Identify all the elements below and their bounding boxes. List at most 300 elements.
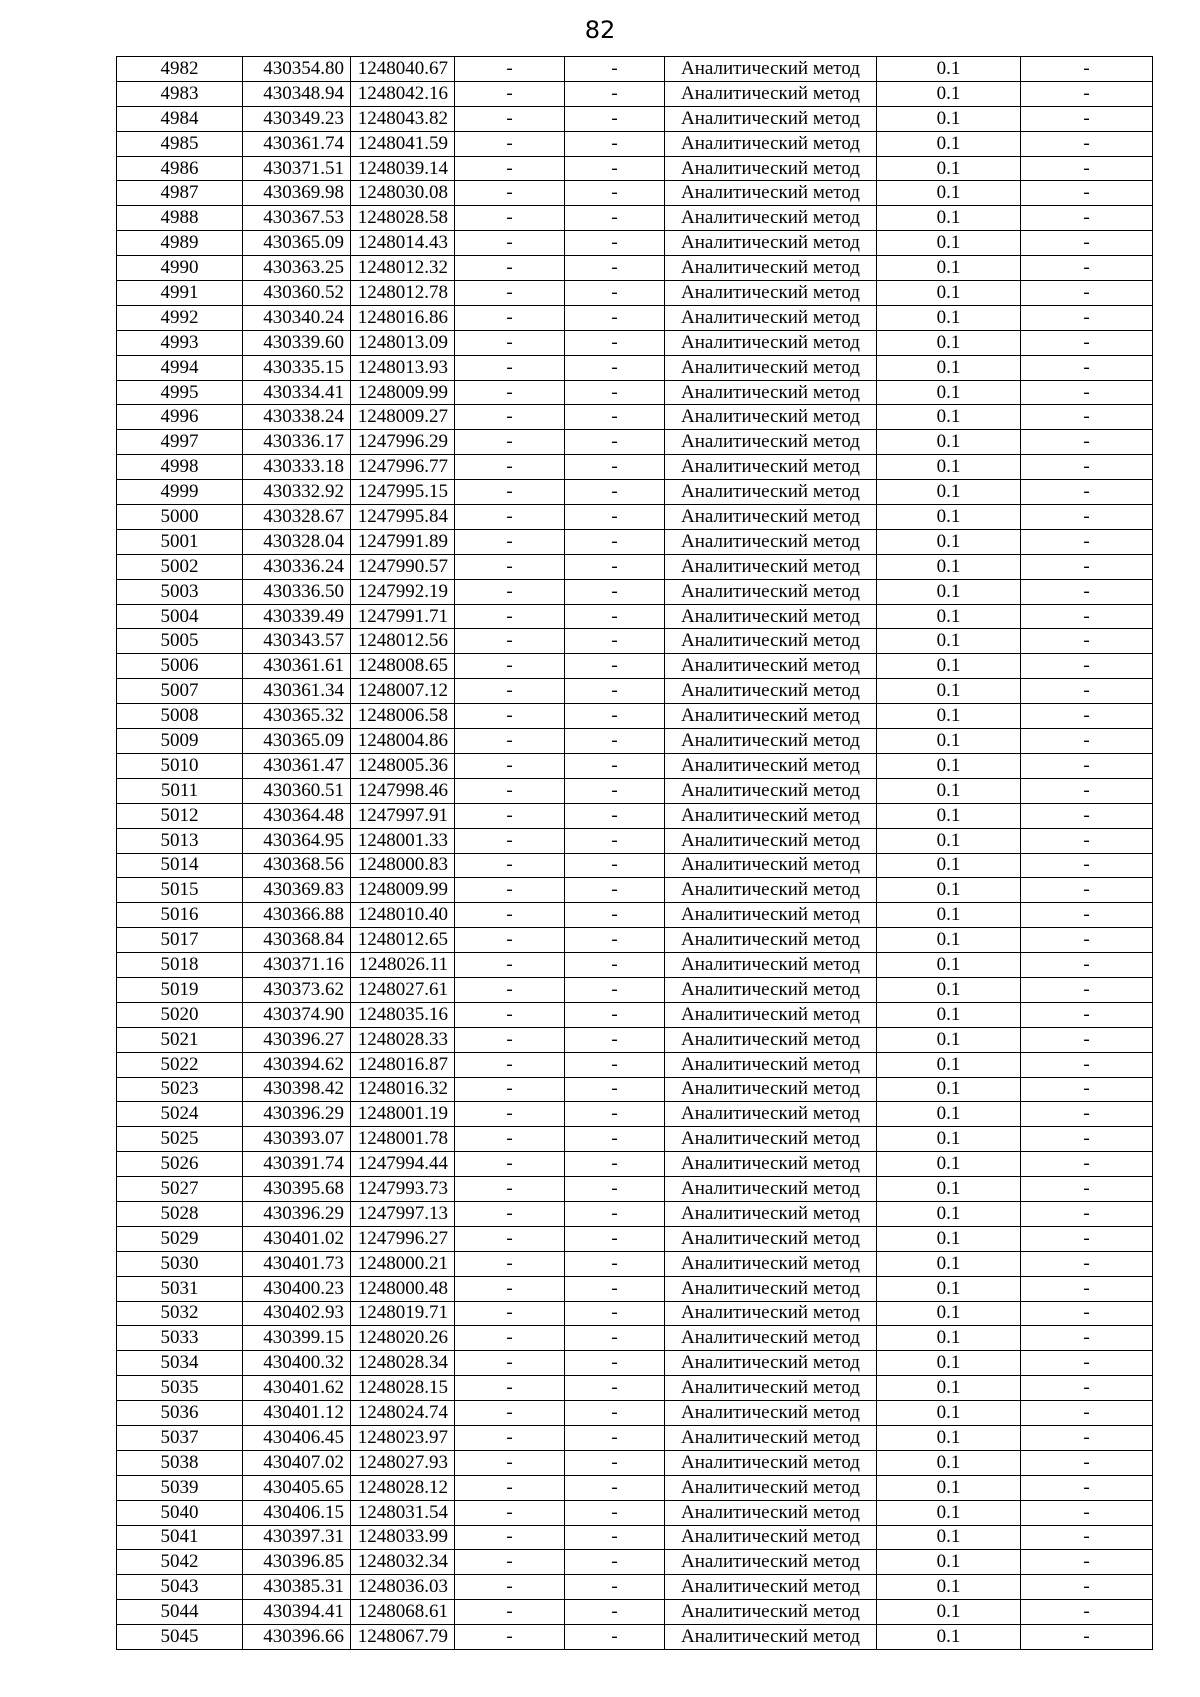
point-number-cell: 5031 <box>117 1276 243 1301</box>
table-row <box>117 480 1153 505</box>
method-cell: Аналитический метод <box>665 131 877 156</box>
point-number-cell: 4987 <box>117 181 243 206</box>
method-cell: Аналитический метод <box>665 977 877 1002</box>
y-coordinate-cell: 1248019.71 <box>351 1301 455 1326</box>
method-cell: Аналитический метод <box>665 1450 877 1475</box>
extra-col-3-cell: - <box>1021 554 1153 579</box>
extra-col-2-cell: - <box>565 505 665 530</box>
accuracy-cell: 0.1 <box>877 1550 1021 1575</box>
extra-col-2-cell: - <box>565 878 665 903</box>
table-row <box>117 330 1153 355</box>
extra-col-3-cell: - <box>1021 1575 1153 1600</box>
extra-col-2-cell: - <box>565 355 665 380</box>
accuracy-cell: 0.1 <box>877 953 1021 978</box>
extra-col-2-cell: - <box>565 803 665 828</box>
x-coordinate-cell: 430369.98 <box>243 181 351 206</box>
accuracy-cell: 0.1 <box>877 878 1021 903</box>
y-coordinate-cell: 1248024.74 <box>351 1401 455 1426</box>
x-coordinate-cell: 430340.24 <box>243 305 351 330</box>
extra-col-1-cell: - <box>455 256 565 281</box>
table-row <box>117 803 1153 828</box>
extra-col-3-cell: - <box>1021 480 1153 505</box>
table-row <box>117 977 1153 1002</box>
extra-col-1-cell: - <box>455 778 565 803</box>
method-cell: Аналитический метод <box>665 106 877 131</box>
table-row <box>117 1027 1153 1052</box>
accuracy-cell: 0.1 <box>877 1201 1021 1226</box>
point-number-cell: 5043 <box>117 1575 243 1600</box>
method-cell: Аналитический метод <box>665 405 877 430</box>
extra-col-3-cell: - <box>1021 853 1153 878</box>
extra-col-3-cell: - <box>1021 1550 1153 1575</box>
method-cell: Аналитический метод <box>665 654 877 679</box>
extra-col-2-cell: - <box>565 231 665 256</box>
method-cell: Аналитический метод <box>665 853 877 878</box>
extra-col-3-cell: - <box>1021 778 1153 803</box>
x-coordinate-cell: 430369.83 <box>243 878 351 903</box>
x-coordinate-cell: 430396.66 <box>243 1625 351 1650</box>
extra-col-1-cell: - <box>455 355 565 380</box>
extra-col-1-cell: - <box>455 629 565 654</box>
extra-col-3-cell: - <box>1021 405 1153 430</box>
extra-col-3-cell: - <box>1021 256 1153 281</box>
table-row <box>117 1301 1153 1326</box>
y-coordinate-cell: 1247996.77 <box>351 455 455 480</box>
method-cell: Аналитический метод <box>665 1550 877 1575</box>
point-number-cell: 4990 <box>117 256 243 281</box>
extra-col-1-cell: - <box>455 853 565 878</box>
table-row <box>117 430 1153 455</box>
table-row <box>117 1425 1153 1450</box>
extra-col-1-cell: - <box>455 828 565 853</box>
point-number-cell: 5021 <box>117 1027 243 1052</box>
extra-col-3-cell: - <box>1021 455 1153 480</box>
extra-col-2-cell: - <box>565 1251 665 1276</box>
x-coordinate-cell: 430339.49 <box>243 604 351 629</box>
table-row <box>117 1625 1153 1650</box>
extra-col-2-cell: - <box>565 405 665 430</box>
extra-col-2-cell: - <box>565 1276 665 1301</box>
point-number-cell: 5036 <box>117 1401 243 1426</box>
x-coordinate-cell: 430335.15 <box>243 355 351 380</box>
extra-col-2-cell: - <box>565 156 665 181</box>
x-coordinate-cell: 430405.65 <box>243 1475 351 1500</box>
y-coordinate-cell: 1247993.73 <box>351 1177 455 1202</box>
x-coordinate-cell: 430354.80 <box>243 57 351 82</box>
extra-col-2-cell: - <box>565 778 665 803</box>
x-coordinate-cell: 430365.09 <box>243 231 351 256</box>
table-row <box>117 903 1153 928</box>
point-number-cell: 5002 <box>117 554 243 579</box>
x-coordinate-cell: 430374.90 <box>243 1002 351 1027</box>
extra-col-1-cell: - <box>455 1152 565 1177</box>
point-number-cell: 5024 <box>117 1102 243 1127</box>
point-number-cell: 4982 <box>117 57 243 82</box>
extra-col-2-cell: - <box>565 729 665 754</box>
table-row <box>117 1525 1153 1550</box>
method-cell: Аналитический метод <box>665 928 877 953</box>
table-row <box>117 455 1153 480</box>
y-coordinate-cell: 1248026.11 <box>351 953 455 978</box>
table-row <box>117 853 1153 878</box>
method-cell: Аналитический метод <box>665 1027 877 1052</box>
extra-col-1-cell: - <box>455 928 565 953</box>
table-row <box>117 1052 1153 1077</box>
extra-col-2-cell: - <box>565 753 665 778</box>
x-coordinate-cell: 430373.62 <box>243 977 351 1002</box>
accuracy-cell: 0.1 <box>877 206 1021 231</box>
extra-col-3-cell: - <box>1021 1450 1153 1475</box>
point-number-cell: 5034 <box>117 1351 243 1376</box>
extra-col-3-cell: - <box>1021 1052 1153 1077</box>
y-coordinate-cell: 1248016.87 <box>351 1052 455 1077</box>
y-coordinate-cell: 1248042.16 <box>351 81 455 106</box>
accuracy-cell: 0.1 <box>877 753 1021 778</box>
method-cell: Аналитический метод <box>665 903 877 928</box>
extra-col-1-cell: - <box>455 380 565 405</box>
extra-col-2-cell: - <box>565 455 665 480</box>
point-number-cell: 5030 <box>117 1251 243 1276</box>
accuracy-cell: 0.1 <box>877 305 1021 330</box>
extra-col-1-cell: - <box>455 156 565 181</box>
accuracy-cell: 0.1 <box>877 629 1021 654</box>
method-cell: Аналитический метод <box>665 181 877 206</box>
extra-col-3-cell: - <box>1021 281 1153 306</box>
accuracy-cell: 0.1 <box>877 330 1021 355</box>
extra-col-2-cell: - <box>565 828 665 853</box>
accuracy-cell: 0.1 <box>877 1276 1021 1301</box>
point-number-cell: 5037 <box>117 1425 243 1450</box>
table-row <box>117 604 1153 629</box>
method-cell: Аналитический метод <box>665 1226 877 1251</box>
extra-col-1-cell: - <box>455 729 565 754</box>
method-cell: Аналитический метод <box>665 430 877 455</box>
accuracy-cell: 0.1 <box>877 704 1021 729</box>
y-coordinate-cell: 1248009.99 <box>351 380 455 405</box>
extra-col-1-cell: - <box>455 57 565 82</box>
table-row <box>117 1500 1153 1525</box>
y-coordinate-cell: 1247990.57 <box>351 554 455 579</box>
method-cell: Аналитический метод <box>665 953 877 978</box>
extra-col-1-cell: - <box>455 1625 565 1650</box>
y-coordinate-cell: 1248036.03 <box>351 1575 455 1600</box>
extra-col-3-cell: - <box>1021 430 1153 455</box>
accuracy-cell: 0.1 <box>877 455 1021 480</box>
extra-col-2-cell: - <box>565 206 665 231</box>
point-number-cell: 5039 <box>117 1475 243 1500</box>
table-row <box>117 679 1153 704</box>
method-cell: Аналитический метод <box>665 778 877 803</box>
extra-col-2-cell: - <box>565 1425 665 1450</box>
extra-col-1-cell: - <box>455 1077 565 1102</box>
accuracy-cell: 0.1 <box>877 554 1021 579</box>
point-number-cell: 5005 <box>117 629 243 654</box>
x-coordinate-cell: 430406.15 <box>243 1500 351 1525</box>
point-number-cell: 5023 <box>117 1077 243 1102</box>
extra-col-1-cell: - <box>455 281 565 306</box>
point-number-cell: 4985 <box>117 131 243 156</box>
extra-col-2-cell: - <box>565 1326 665 1351</box>
extra-col-1-cell: - <box>455 131 565 156</box>
extra-col-1-cell: - <box>455 1550 565 1575</box>
point-number-cell: 4986 <box>117 156 243 181</box>
extra-col-3-cell: - <box>1021 654 1153 679</box>
method-cell: Аналитический метод <box>665 803 877 828</box>
extra-col-3-cell: - <box>1021 355 1153 380</box>
extra-col-3-cell: - <box>1021 1600 1153 1625</box>
y-coordinate-cell: 1247992.19 <box>351 579 455 604</box>
y-coordinate-cell: 1248012.65 <box>351 928 455 953</box>
method-cell: Аналитический метод <box>665 330 877 355</box>
x-coordinate-cell: 430371.16 <box>243 953 351 978</box>
extra-col-2-cell: - <box>565 480 665 505</box>
method-cell: Аналитический метод <box>665 1500 877 1525</box>
table-row <box>117 579 1153 604</box>
point-number-cell: 5020 <box>117 1002 243 1027</box>
table-row <box>117 753 1153 778</box>
extra-col-3-cell: - <box>1021 1351 1153 1376</box>
extra-col-2-cell: - <box>565 1500 665 1525</box>
accuracy-cell: 0.1 <box>877 256 1021 281</box>
y-coordinate-cell: 1248016.32 <box>351 1077 455 1102</box>
table-row <box>117 729 1153 754</box>
extra-col-1-cell: - <box>455 579 565 604</box>
extra-col-2-cell: - <box>565 629 665 654</box>
y-coordinate-cell: 1247991.89 <box>351 529 455 554</box>
x-coordinate-cell: 430336.17 <box>243 430 351 455</box>
accuracy-cell: 0.1 <box>877 1226 1021 1251</box>
x-coordinate-cell: 430361.61 <box>243 654 351 679</box>
y-coordinate-cell: 1248006.58 <box>351 704 455 729</box>
method-cell: Аналитический метод <box>665 1177 877 1202</box>
table-row <box>117 57 1153 82</box>
y-coordinate-cell: 1248028.58 <box>351 206 455 231</box>
extra-col-2-cell: - <box>565 181 665 206</box>
point-number-cell: 4997 <box>117 430 243 455</box>
accuracy-cell: 0.1 <box>877 156 1021 181</box>
y-coordinate-cell: 1248027.61 <box>351 977 455 1002</box>
extra-col-2-cell: - <box>565 1625 665 1650</box>
y-coordinate-cell: 1248023.97 <box>351 1425 455 1450</box>
y-coordinate-cell: 1248028.34 <box>351 1351 455 1376</box>
extra-col-3-cell: - <box>1021 106 1153 131</box>
method-cell: Аналитический метод <box>665 1251 877 1276</box>
y-coordinate-cell: 1248068.61 <box>351 1600 455 1625</box>
x-coordinate-cell: 430400.23 <box>243 1276 351 1301</box>
x-coordinate-cell: 430401.02 <box>243 1226 351 1251</box>
extra-col-1-cell: - <box>455 878 565 903</box>
accuracy-cell: 0.1 <box>877 1027 1021 1052</box>
extra-col-3-cell: - <box>1021 231 1153 256</box>
x-coordinate-cell: 430361.74 <box>243 131 351 156</box>
y-coordinate-cell: 1247995.15 <box>351 480 455 505</box>
extra-col-1-cell: - <box>455 1500 565 1525</box>
y-coordinate-cell: 1248067.79 <box>351 1625 455 1650</box>
extra-col-1-cell: - <box>455 405 565 430</box>
extra-col-1-cell: - <box>455 654 565 679</box>
extra-col-2-cell: - <box>565 1177 665 1202</box>
point-number-cell: 4999 <box>117 480 243 505</box>
extra-col-1-cell: - <box>455 953 565 978</box>
accuracy-cell: 0.1 <box>877 1077 1021 1102</box>
accuracy-cell: 0.1 <box>877 729 1021 754</box>
extra-col-3-cell: - <box>1021 57 1153 82</box>
accuracy-cell: 0.1 <box>877 1525 1021 1550</box>
table-row <box>117 405 1153 430</box>
table-row <box>117 1351 1153 1376</box>
method-cell: Аналитический метод <box>665 505 877 530</box>
y-coordinate-cell: 1248001.78 <box>351 1127 455 1152</box>
x-coordinate-cell: 430396.27 <box>243 1027 351 1052</box>
x-coordinate-cell: 430360.51 <box>243 778 351 803</box>
x-coordinate-cell: 430365.09 <box>243 729 351 754</box>
accuracy-cell: 0.1 <box>877 1002 1021 1027</box>
accuracy-cell: 0.1 <box>877 1326 1021 1351</box>
table-row <box>117 1152 1153 1177</box>
extra-col-3-cell: - <box>1021 529 1153 554</box>
point-number-cell: 5008 <box>117 704 243 729</box>
method-cell: Аналитический метод <box>665 529 877 554</box>
y-coordinate-cell: 1248004.86 <box>351 729 455 754</box>
extra-col-1-cell: - <box>455 1525 565 1550</box>
x-coordinate-cell: 430394.62 <box>243 1052 351 1077</box>
extra-col-1-cell: - <box>455 455 565 480</box>
y-coordinate-cell: 1247995.84 <box>351 505 455 530</box>
method-cell: Аналитический метод <box>665 1376 877 1401</box>
extra-col-3-cell: - <box>1021 878 1153 903</box>
extra-col-2-cell: - <box>565 81 665 106</box>
extra-col-3-cell: - <box>1021 828 1153 853</box>
extra-col-3-cell: - <box>1021 1251 1153 1276</box>
extra-col-1-cell: - <box>455 1052 565 1077</box>
y-coordinate-cell: 1248041.59 <box>351 131 455 156</box>
method-cell: Аналитический метод <box>665 1401 877 1426</box>
extra-col-2-cell: - <box>565 1027 665 1052</box>
accuracy-cell: 0.1 <box>877 1376 1021 1401</box>
extra-col-2-cell: - <box>565 1600 665 1625</box>
accuracy-cell: 0.1 <box>877 1177 1021 1202</box>
y-coordinate-cell: 1248009.27 <box>351 405 455 430</box>
table-row <box>117 181 1153 206</box>
extra-col-1-cell: - <box>455 753 565 778</box>
x-coordinate-cell: 430406.45 <box>243 1425 351 1450</box>
x-coordinate-cell: 430338.24 <box>243 405 351 430</box>
accuracy-cell: 0.1 <box>877 430 1021 455</box>
y-coordinate-cell: 1248013.09 <box>351 330 455 355</box>
x-coordinate-cell: 430401.73 <box>243 1251 351 1276</box>
point-number-cell: 5017 <box>117 928 243 953</box>
method-cell: Аналитический метод <box>665 679 877 704</box>
extra-col-1-cell: - <box>455 81 565 106</box>
extra-col-1-cell: - <box>455 1425 565 1450</box>
extra-col-1-cell: - <box>455 1177 565 1202</box>
y-coordinate-cell: 1247996.27 <box>351 1226 455 1251</box>
accuracy-cell: 0.1 <box>877 1301 1021 1326</box>
extra-col-1-cell: - <box>455 505 565 530</box>
extra-col-3-cell: - <box>1021 1152 1153 1177</box>
accuracy-cell: 0.1 <box>877 928 1021 953</box>
point-number-cell: 5010 <box>117 753 243 778</box>
extra-col-2-cell: - <box>565 1102 665 1127</box>
point-number-cell: 5042 <box>117 1550 243 1575</box>
method-cell: Аналитический метод <box>665 629 877 654</box>
y-coordinate-cell: 1247997.13 <box>351 1201 455 1226</box>
x-coordinate-cell: 430328.67 <box>243 505 351 530</box>
method-cell: Аналитический метод <box>665 1475 877 1500</box>
table-row <box>117 1002 1153 1027</box>
method-cell: Аналитический метод <box>665 1102 877 1127</box>
method-cell: Аналитический метод <box>665 604 877 629</box>
table-row <box>117 1177 1153 1202</box>
extra-col-1-cell: - <box>455 1251 565 1276</box>
y-coordinate-cell: 1248009.99 <box>351 878 455 903</box>
x-coordinate-cell: 430360.52 <box>243 281 351 306</box>
accuracy-cell: 0.1 <box>877 1127 1021 1152</box>
point-number-cell: 5018 <box>117 953 243 978</box>
y-coordinate-cell: 1248043.82 <box>351 106 455 131</box>
y-coordinate-cell: 1248040.67 <box>351 57 455 82</box>
point-number-cell: 5045 <box>117 1625 243 1650</box>
method-cell: Аналитический метод <box>665 1575 877 1600</box>
point-number-cell: 4998 <box>117 455 243 480</box>
x-coordinate-cell: 430364.95 <box>243 828 351 853</box>
coordinates-table <box>116 56 1153 1650</box>
accuracy-cell: 0.1 <box>877 231 1021 256</box>
y-coordinate-cell: 1248028.33 <box>351 1027 455 1052</box>
y-coordinate-cell: 1248030.08 <box>351 181 455 206</box>
point-number-cell: 4991 <box>117 281 243 306</box>
y-coordinate-cell: 1248032.34 <box>351 1550 455 1575</box>
extra-col-3-cell: - <box>1021 704 1153 729</box>
extra-col-1-cell: - <box>455 1351 565 1376</box>
table-row <box>117 554 1153 579</box>
table-row <box>117 778 1153 803</box>
extra-col-2-cell: - <box>565 131 665 156</box>
method-cell: Аналитический метод <box>665 1600 877 1625</box>
extra-col-2-cell: - <box>565 953 665 978</box>
method-cell: Аналитический метод <box>665 455 877 480</box>
point-number-cell: 5026 <box>117 1152 243 1177</box>
method-cell: Аналитический метод <box>665 1201 877 1226</box>
extra-col-3-cell: - <box>1021 579 1153 604</box>
x-coordinate-cell: 430394.41 <box>243 1600 351 1625</box>
table-row <box>117 529 1153 554</box>
x-coordinate-cell: 430336.24 <box>243 554 351 579</box>
y-coordinate-cell: 1247996.29 <box>351 430 455 455</box>
point-number-cell: 5028 <box>117 1201 243 1226</box>
table-row <box>117 106 1153 131</box>
y-coordinate-cell: 1248012.56 <box>351 629 455 654</box>
extra-col-3-cell: - <box>1021 81 1153 106</box>
method-cell: Аналитический метод <box>665 1625 877 1650</box>
y-coordinate-cell: 1247998.46 <box>351 778 455 803</box>
table-row <box>117 1251 1153 1276</box>
y-coordinate-cell: 1248000.21 <box>351 1251 455 1276</box>
extra-col-1-cell: - <box>455 1326 565 1351</box>
y-coordinate-cell: 1248000.83 <box>351 853 455 878</box>
x-coordinate-cell: 430396.29 <box>243 1102 351 1127</box>
extra-col-3-cell: - <box>1021 1301 1153 1326</box>
x-coordinate-cell: 430385.31 <box>243 1575 351 1600</box>
extra-col-1-cell: - <box>455 181 565 206</box>
extra-col-2-cell: - <box>565 1201 665 1226</box>
x-coordinate-cell: 430393.07 <box>243 1127 351 1152</box>
extra-col-2-cell: - <box>565 380 665 405</box>
extra-col-3-cell: - <box>1021 729 1153 754</box>
table-row <box>117 1600 1153 1625</box>
method-cell: Аналитический метод <box>665 1052 877 1077</box>
extra-col-1-cell: - <box>455 305 565 330</box>
